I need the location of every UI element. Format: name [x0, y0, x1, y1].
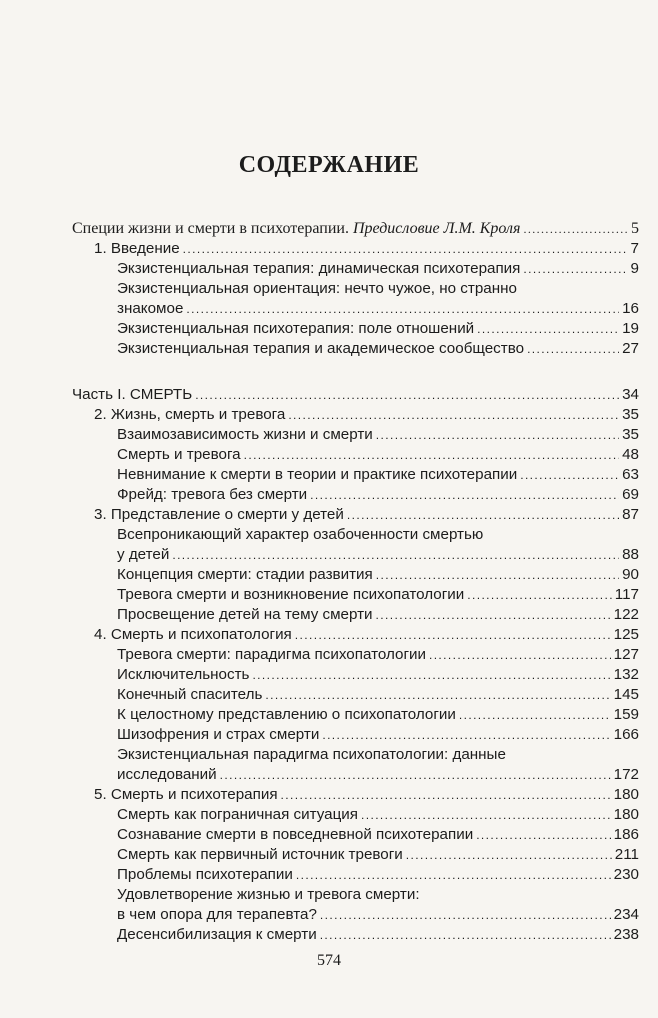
dot-leader: [183, 239, 628, 259]
toc-entry-title: 4. Смерть и психопатология: [94, 626, 292, 643]
toc-entry-title: Тревога смерти: парадигма психопатологии: [117, 646, 426, 663]
dot-leader: [476, 825, 610, 845]
toc-entry: [72, 585, 639, 605]
toc-entry-title: 3. Представление о смерти у детей: [94, 506, 344, 523]
toc-entry: [72, 905, 639, 925]
dot-leader: [295, 625, 611, 645]
toc-page-number: 5: [631, 220, 639, 237]
toc-entry-line: [72, 745, 639, 765]
toc-entry: [72, 239, 639, 259]
toc-entry-title: Смерть как первичный источник тревоги: [117, 846, 403, 863]
toc-page-number: 87: [622, 506, 639, 523]
dot-leader: [252, 665, 610, 685]
dot-leader: [406, 845, 612, 865]
toc-entry-title: Удовлетворение жизнью и тревога смерти:: [117, 886, 420, 903]
dot-leader: [288, 405, 619, 425]
dot-leader: [523, 219, 628, 239]
toc-entry: [72, 765, 639, 785]
toc-entry: [72, 385, 639, 405]
dot-leader: [429, 645, 611, 665]
toc-entry-title: Просвещение детей на тему смерти: [117, 606, 373, 623]
toc-page-number: 180: [613, 806, 639, 823]
toc-entry-title: Смерть как пограничная ситуация: [117, 806, 358, 823]
toc-entry-title: Концепция смерти: стадии развития: [117, 566, 373, 583]
table-of-contents: [72, 219, 639, 945]
toc-entry-title: знакомое: [117, 300, 184, 317]
dot-leader: [520, 465, 619, 485]
toc-entry: [72, 445, 639, 465]
dot-leader: [322, 725, 610, 745]
toc-entry: [72, 339, 639, 359]
toc-entry: [72, 665, 639, 685]
page-number: 574: [317, 952, 341, 969]
toc-entry: [72, 565, 639, 585]
dot-leader: [195, 385, 619, 405]
toc-entry-title: Невнимание к смерти в теории и практике психотерапии: [117, 466, 518, 483]
toc-page-number: 211: [614, 846, 639, 863]
toc-page-number: 234: [613, 906, 639, 923]
dot-leader: [459, 705, 611, 725]
toc-entry: [72, 299, 639, 319]
dot-leader: [310, 485, 619, 505]
toc-page-number: 19: [622, 320, 639, 337]
toc-page-number: 63: [622, 466, 639, 483]
toc-entry-title: Смерть и тревога: [117, 446, 241, 463]
toc-entry: [72, 685, 639, 705]
toc-entry-title: 5. Смерть и психотерапия: [94, 786, 278, 803]
toc-entry: [72, 705, 639, 725]
dot-leader: [244, 445, 619, 465]
dot-leader: [376, 425, 619, 445]
toc-entry-title: Специи жизни и смерти в психотерапии. Предисловие Л.М. Кроля: [72, 220, 521, 237]
toc-page-number: 90: [622, 566, 639, 583]
toc-page-number: 186: [613, 826, 639, 843]
toc-entry: [72, 925, 639, 945]
dot-leader: [186, 299, 619, 319]
toc-page-number: 117: [614, 586, 639, 603]
toc-entry: [72, 425, 639, 445]
toc-entry-author: Предисловие Л.М. Кроля: [352, 220, 521, 237]
toc-page-number: 34: [622, 386, 639, 403]
toc-entry-title: Тревога смерти и возникновение психопатологии: [117, 586, 465, 603]
toc-page-number: 172: [613, 766, 639, 783]
toc-entry-title: Экзистенциальная психотерапия: поле отношений: [117, 320, 475, 337]
toc-entry: [72, 219, 639, 239]
toc-entry-title: К целостному представлению о психопатологии: [117, 706, 456, 723]
toc-entry: [72, 405, 639, 425]
dot-leader: [220, 765, 611, 785]
toc-entry: [72, 545, 639, 565]
toc-entry-title: Экзистенциальная терапия и академическое сообщество: [117, 340, 525, 357]
toc-page-number: 145: [613, 686, 639, 703]
toc-entry: [72, 785, 639, 805]
dot-leader: [265, 685, 610, 705]
toc-entry: [72, 825, 639, 845]
dot-leader: [523, 259, 627, 279]
toc-entry-title: Исключительность: [117, 666, 250, 683]
toc-entry: [72, 505, 639, 525]
toc-page-number: 16: [622, 300, 639, 317]
section-gap: [72, 359, 639, 385]
toc-entry: [72, 625, 639, 645]
toc-entry-title: Всепроникающий характер озабоченности смертью: [117, 526, 484, 543]
toc-entry: [72, 805, 639, 825]
toc-entry-title: исследований: [117, 766, 217, 783]
toc-page-number: 122: [613, 606, 639, 623]
toc-entry: [72, 319, 639, 339]
dot-leader: [172, 545, 619, 565]
toc-entry: [72, 645, 639, 665]
toc-page-number: 27: [622, 340, 639, 357]
dot-leader: [376, 605, 611, 625]
dot-leader: [477, 319, 619, 339]
toc-entry: [72, 865, 639, 885]
toc-entry: [72, 725, 639, 745]
toc-page-number: 166: [613, 726, 639, 743]
page-title: СОДЕРЖАНИЕ: [238, 152, 420, 178]
toc-page-number: 132: [613, 666, 639, 683]
toc-entry: [72, 605, 639, 625]
toc-entry-title: Шизофрения и страх смерти: [117, 726, 320, 743]
dot-leader: [467, 585, 612, 605]
toc-page-number: 69: [622, 486, 639, 503]
toc-entry-title: 1. Введение: [94, 240, 180, 257]
dot-leader: [281, 785, 611, 805]
toc-page-number: 48: [622, 446, 639, 463]
toc-entry-line: [72, 525, 639, 545]
dot-leader: [347, 505, 619, 525]
dot-leader: [361, 805, 611, 825]
toc-entry: [72, 485, 639, 505]
toc-entry-title: Экзистенциальная терапия: динамическая психотерапия: [117, 260, 521, 277]
toc-entry: [72, 259, 639, 279]
toc-entry-title: у детей: [117, 546, 170, 563]
toc-page-number: 127: [613, 646, 639, 663]
toc-page-number: 35: [622, 426, 639, 443]
toc-page-number: 9: [630, 260, 639, 277]
toc-entry: [72, 845, 639, 865]
toc-page-number: 125: [613, 626, 639, 643]
toc-page-number: 180: [613, 786, 639, 803]
toc-page-number: 230: [613, 866, 639, 883]
toc-page-number: 88: [622, 546, 639, 563]
dot-leader: [296, 865, 611, 885]
dot-leader: [320, 905, 611, 925]
toc-page-number: 238: [613, 926, 639, 943]
dot-leader: [376, 565, 619, 585]
toc-page-number: 7: [630, 240, 639, 257]
dot-leader: [527, 339, 619, 359]
toc-entry-title: Экзистенциальная парадигма психопатологии: данные: [117, 746, 506, 763]
toc-entry-title: 2. Жизнь, смерть и тревога: [94, 406, 286, 423]
dot-leader: [320, 925, 611, 945]
toc-entry-title: Сознавание смерти в повседневной психотерапии: [117, 826, 474, 843]
toc-entry-title: Десенсибилизация к смерти: [117, 926, 317, 943]
toc-entry-title: Экзистенциальная ориентация: нечто чужое, но странно: [117, 280, 517, 297]
toc-entry-line: [72, 885, 639, 905]
toc-page-number: 159: [613, 706, 639, 723]
toc-entry-title: Фрейд: тревога без смерти: [117, 486, 308, 503]
toc-entry-title: Взаимозависимость жизни и смерти: [117, 426, 373, 443]
toc-entry-title: в чем опора для терапевта?: [117, 906, 317, 923]
toc-entry-title: Конечный спаситель: [117, 686, 263, 703]
toc-entry-line: [72, 279, 639, 299]
toc-entry: [72, 465, 639, 485]
toc-entry-title: Часть I. СМЕРТЬ: [72, 386, 193, 403]
toc-page-number: 35: [622, 406, 639, 423]
toc-entry-title: Проблемы психотерапии: [117, 866, 293, 883]
